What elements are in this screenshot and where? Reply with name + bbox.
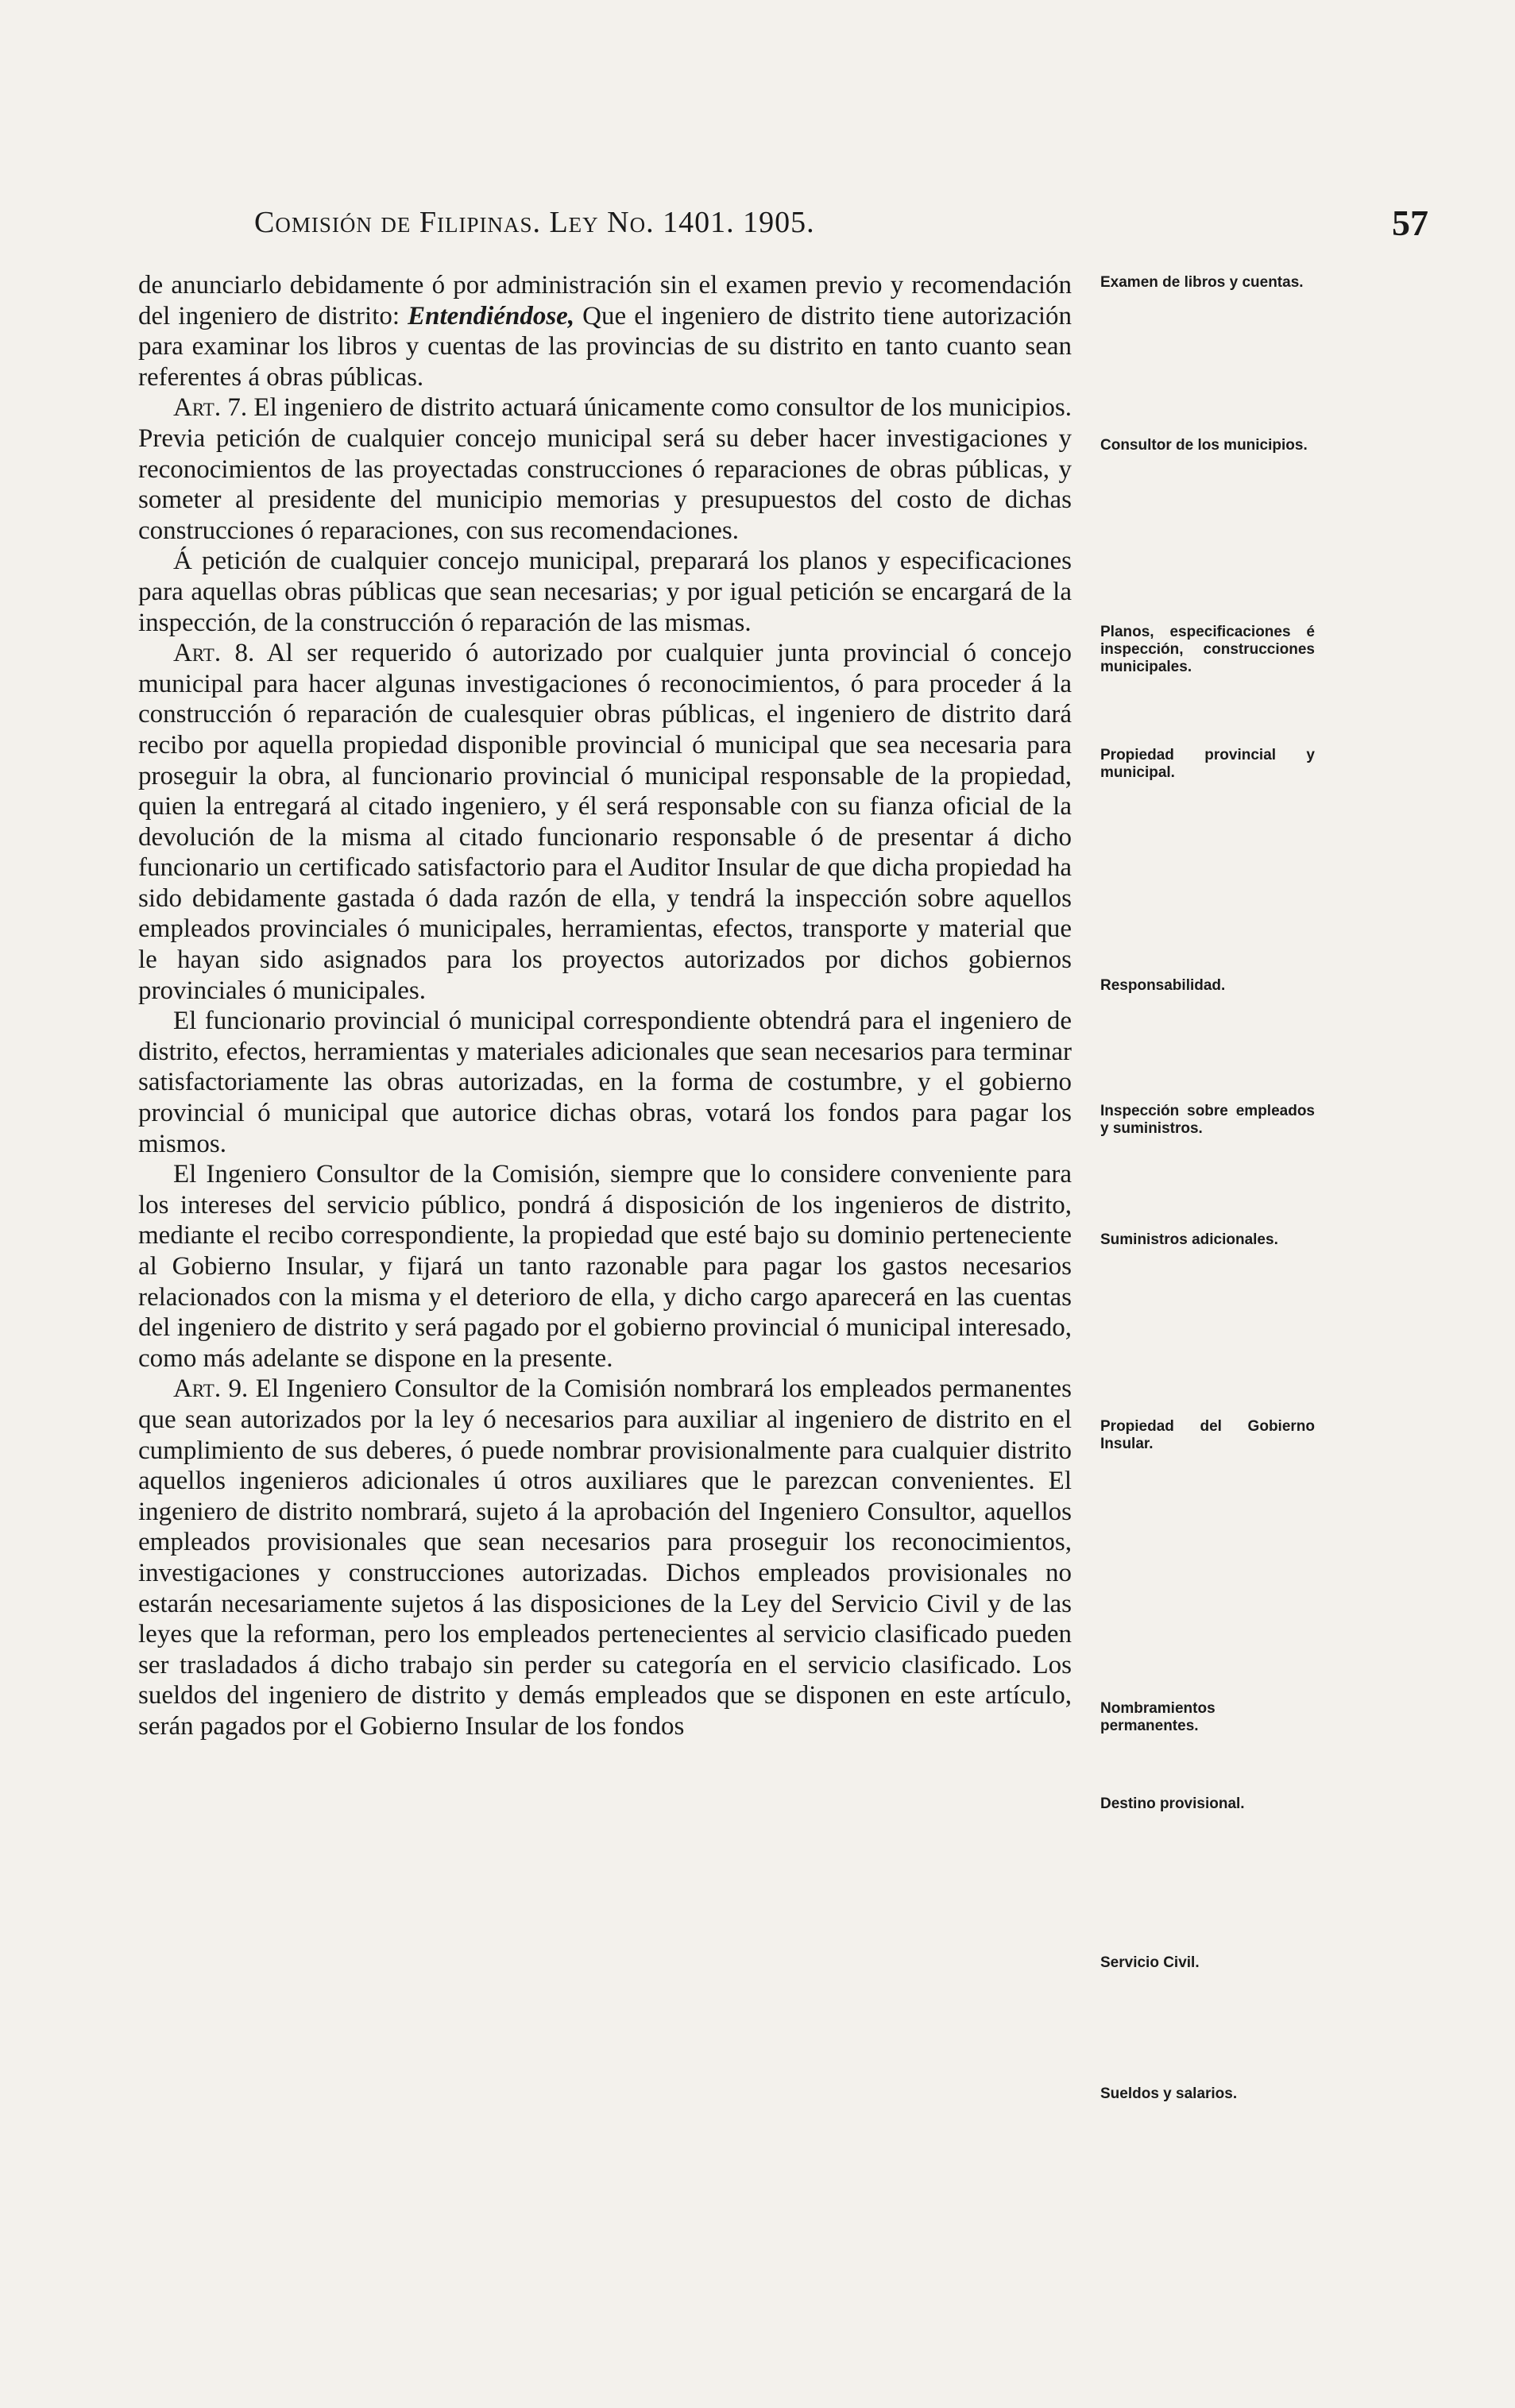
margin-note: Destino provisional. <box>1100 1795 1245 1812</box>
margin-note: Examen de libros y cuentas. <box>1100 274 1304 291</box>
text-run: El Ingeniero Consultor de la Comisión, siempre que lo considere conveniente para los intereses del servicio público, pondrá á disposición de los ingenieros de distrito, mediante el recibo correspondiente, la propiedad que esté bajo su dominio perteneciente al Gobierno Insular, y fijará un tanto razonable para pagar los gastos necesarios relacionados con la misma y el deterioro de ella, y dicho cargo aparecerá en las cuentas del ingeniero de distrito y será pagado por el gobierno provincial ó municipal interesado, como más adelante se dispone en la presente. <box>138 1160 1072 1373</box>
margin-note: Propiedad del Gobierno Insular. <box>1100 1418 1315 1452</box>
page-number: 57 <box>1392 203 1428 243</box>
margin-note: Nombramientos permanentes. <box>1100 1700 1215 1734</box>
margin-note: Servicio Civil. <box>1100 1954 1200 1971</box>
margin-note: Propiedad provincial y municipal. <box>1100 747 1315 781</box>
margin-note: Responsabilidad. <box>1100 977 1226 994</box>
running-head: Comisión de Filipinas. Ley No. 1401. 1905. <box>254 206 815 239</box>
paragraph <box>138 1159 1072 1374</box>
paragraph <box>138 638 1072 1006</box>
page-header <box>254 205 1462 253</box>
article-label: Art. 9. <box>173 1374 249 1404</box>
text-run: Á petición de cualquier concejo municipal, preparará los planos y especificaciones para aquellas obras públicas que sean necesarias; y por igual petición se encargará de la inspección, de la construcción ó reparación de las mismas. <box>138 547 1072 637</box>
paragraph <box>138 270 1072 392</box>
text-run: El Ingeniero Consultor de la Comisión nombrará los empleados permanentes que sean autorizados por la ley ó necesarios para auxiliar al ingeniero de distrito en el cumplimiento de sus deberes, ó puede nombrar provisionalmente para cualquier distrito aquellos ingenieros adicionales ú otros auxiliares que le parezcan convenientes. El ingeniero de distrito nombrará, sujeto á la aprobación del Ingeniero Consultor, aquellos empleados provisionales que sean necesarios para proseguir los reconocimientos, investigaciones y construcciones autorizadas. Dichos empleados provisionales no estarán necesariamente sujetos á las disposiciones de la Ley del Servicio Civil y de las leyes que la reforman, pero los empleados pertenecientes al servicio clasificado pueden ser trasladados á dicho trabajo sin perder su categoría en el servicio clasificado. Los sueldos del ingeniero de distrito y demás empleados que se disponen en este artículo, serán pagados por el Gobierno Insular de los fondos <box>138 1374 1072 1741</box>
margin-note: Suministros adicionales. <box>1100 1231 1278 1248</box>
body-text <box>138 270 1072 1742</box>
margin-note: Consultor de los municipios. <box>1100 437 1308 454</box>
text-run: El funcionario provincial ó municipal correspondiente obtendrá para el ingeniero de distrito, efectos, herramientas y materiales adicionales que sean necesarios para terminar satisfactoriamente las obras autorizadas, en la forma de costumbre, y el gobierno provincial ó municipal que autorice dichas obras, votará los fondos para pagar los mismos. <box>138 1007 1072 1158</box>
paragraph <box>138 392 1072 546</box>
text-run: Al ser requerido ó autorizado por cualquier junta provincial ó concejo municipal para hacer algunas investigaciones ó reconocimientos, ó para proceder á la construcción ó reparación de cualesquier obras públicas, el ingeniero de distrito dará recibo por aquella propiedad disponible provincial ó municipal que sea necesaria para proseguir la obra, al funcionario provincial ó municipal responsable de la propiedad, quien la entregará al citado ingeniero, y él será responsable con su fianza oficial de la devolución de la misma al citado funcionario responsable ó de presentar á dicho funcionario un certificado satisfactorio para el Auditor Insular de que dicha propiedad ha sido debidamente gastada ó dada razón de ella, y tendrá la inspección sobre aquellos empleados provinciales ó municipales, herramientas, efectos, transporte y material que le hayan sido asignados para los proyectos autorizados por dichos gobiernos provinciales ó municipales. <box>138 639 1072 1005</box>
article-label: Art. 7. <box>173 393 248 423</box>
paragraph <box>138 1374 1072 1741</box>
text-run: de anunciarlo debidamente ó por administración sin el examen previo y recomendación del ingeniero de distrito: <box>138 271 1072 330</box>
text-run: Que el ingeniero de distrito tiene autorización para examinar los libros y cuentas de las provincias de su distrito en tanto cuanto sean referentes á obras públicas. <box>138 301 1072 392</box>
margin-note: Sueldos y salarios. <box>1100 2085 1238 2102</box>
margin-note: Inspección sobre empleados y suministros. <box>1100 1103 1315 1137</box>
paragraph <box>138 1006 1072 1159</box>
paragraph <box>138 546 1072 638</box>
text-run: El ingeniero de distrito actuará únicamente como consultor de los municipios. Previa petición de cualquier concejo municipal será su deber hacer investigaciones y reconocimientos de las proyectadas construcciones ó reparaciones de obras públicas, y someter al presidente del municipio memorias y presupuestos del costo de dichas construcciones ó reparaciones, con sus recomendaciones. <box>138 393 1072 545</box>
article-label: Art. 8. <box>173 639 255 668</box>
text-run: Entendiéndose, <box>408 301 575 330</box>
margin-note: Planos, especificaciones é inspección, construcciones municipales. <box>1100 624 1315 675</box>
